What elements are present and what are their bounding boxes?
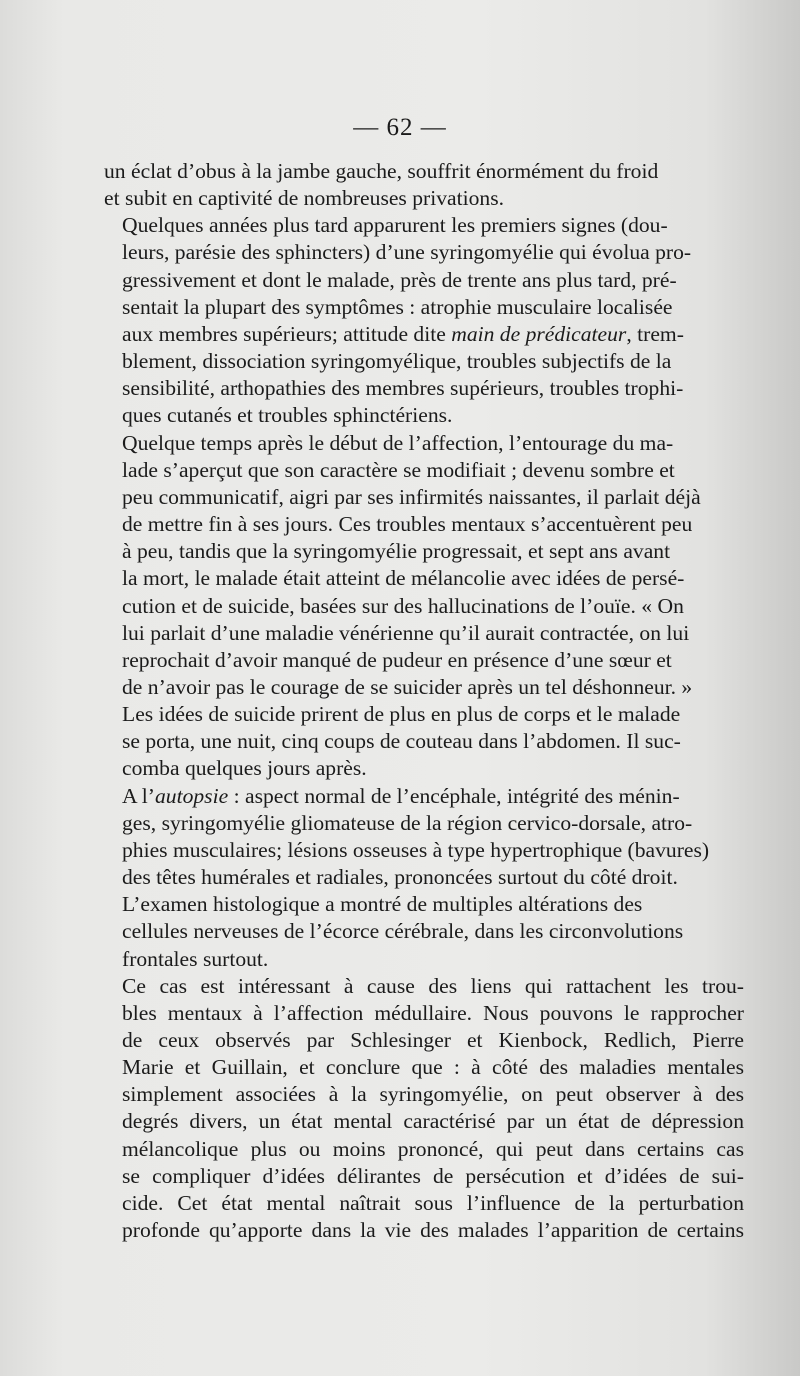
italic-term: main de prédicateur xyxy=(451,321,627,346)
text-line: phies musculaires; lésions osseuses à type hypertrophique (bavures) xyxy=(122,837,710,862)
paragraph-4 xyxy=(104,783,744,892)
text-line: et subit en captivité de nombreuses privations. xyxy=(104,186,504,211)
text-run: A l’ xyxy=(122,783,155,808)
text-line: de ceux observés par Schlesinger et Kienbock, Redlich, Pierre xyxy=(122,1028,744,1052)
paragraph-5 xyxy=(104,891,744,972)
text-line: sentait la plupart des symptômes : atrophie musculaire localisée xyxy=(122,294,673,319)
text-run: , trem- xyxy=(626,321,684,346)
text-line: de n’avoir pas le courage de se suicider après un tel déshonneur. » xyxy=(122,674,693,699)
text-line: Quelque temps après le début de l’affection, l’entourage du ma- xyxy=(122,430,674,455)
body-text xyxy=(104,158,744,1244)
text-line: Ce cas est intéressant à cause des liens qui rattachent les trou- xyxy=(122,973,744,998)
text-line: leurs, parésie des sphincters) d’une syringomyélie qui évolua pro- xyxy=(122,240,692,265)
text-run: : aspect normal de l’encéphale, intégrité des ménin- xyxy=(228,783,680,808)
text-line: frontales surtout. xyxy=(122,946,269,971)
text-line: L’examen histologique a montré de multiples altérations des xyxy=(122,892,643,917)
text-line: la mort, le malade était atteint de mélancolie avec idées de persé- xyxy=(122,566,685,591)
text-line: des têtes humérales et radiales, prononcées surtout du côté droit. xyxy=(122,865,678,890)
text-line: degrés divers, un état mental caractérisé par un état de dépression xyxy=(122,1109,744,1134)
text-line: comba quelques jours après. xyxy=(122,756,367,781)
text-line: se porta, une nuit, cinq coups de couteau dans l’abdomen. Il suc- xyxy=(122,729,681,754)
text-line: un éclat d’obus à la jambe gauche, souffrit énormément du froid xyxy=(104,159,659,183)
page-number: — 62 — xyxy=(353,114,447,141)
text-line: reprochait d’avoir manqué de pudeur en présence d’une sœur et xyxy=(122,647,672,672)
text-line: cide. Cet état mental naîtrait sous l’influence de la perturbation xyxy=(122,1190,744,1215)
text-line: à peu, tandis que la syringomyélie progressait, et sept ans avant xyxy=(122,539,671,564)
paragraph-2 xyxy=(104,212,744,429)
text-line: profonde qu’apporte dans la vie des malades l’apparition de certains xyxy=(122,1218,744,1243)
paragraph-1 xyxy=(104,158,744,212)
text-line: de mettre fin à ses jours. Ces troubles mentaux s’accentuèrent peu xyxy=(122,512,693,537)
text-line: sensibilité, arthopathies des membres supérieurs, troubles trophi- xyxy=(122,376,684,401)
text-line: mélancolique plus ou moins prononcé, qui peut dans certains cas xyxy=(122,1136,744,1161)
text-line: lui parlait d’une maladie vénérienne qu’il aurait contractée, on lui xyxy=(122,620,690,645)
italic-term: autopsie xyxy=(155,783,229,808)
paragraph-6 xyxy=(104,973,744,1245)
text-line-with-italic xyxy=(104,783,744,810)
text-run: aux membres supérieurs; attitude dite xyxy=(122,321,446,346)
text-line: Quelques années plus tard apparurent les premiers signes (dou- xyxy=(122,213,668,238)
text-line: gressivement et dont le malade, près de trente ans plus tard, pré- xyxy=(122,267,677,292)
text-line: se compliquer d’idées délirantes de persécution et d’idées de sui- xyxy=(122,1163,744,1188)
text-line: ques cutanés et troubles sphinctériens. xyxy=(122,403,453,428)
text-line: simplement associées à la syringomyélie, on peut observer à des xyxy=(122,1082,744,1107)
text-line: cellules nerveuses de l’écorce cérébrale, dans les circonvolutions xyxy=(122,919,684,944)
text-line: ges, syringomyélie gliomateuse de la région cervico-dorsale, atro- xyxy=(122,810,693,835)
text-line: Marie et Guillain, et conclure que : à côté des maladies mentales xyxy=(122,1055,744,1080)
paragraph-3 xyxy=(104,430,744,783)
text-line: Les idées de suicide prirent de plus en plus de corps et le malade xyxy=(122,702,681,727)
text-line: blement, dissociation syringomyélique, troubles subjectifs de la xyxy=(122,349,672,374)
text-line-with-italic xyxy=(104,321,744,348)
text-line: lade s’aperçut que son caractère se modifiait ; devenu sombre et xyxy=(122,457,675,482)
text-line: peu communicatif, aigri par ses infirmités naissantes, il parlait déjà xyxy=(122,484,701,509)
text-line: bles mentaux à l’affection médullaire. Nous pouvons le rapprocher xyxy=(122,1000,744,1025)
text-line: cution et de suicide, basées sur des hallucinations de l’ouïe. « On xyxy=(122,593,684,618)
